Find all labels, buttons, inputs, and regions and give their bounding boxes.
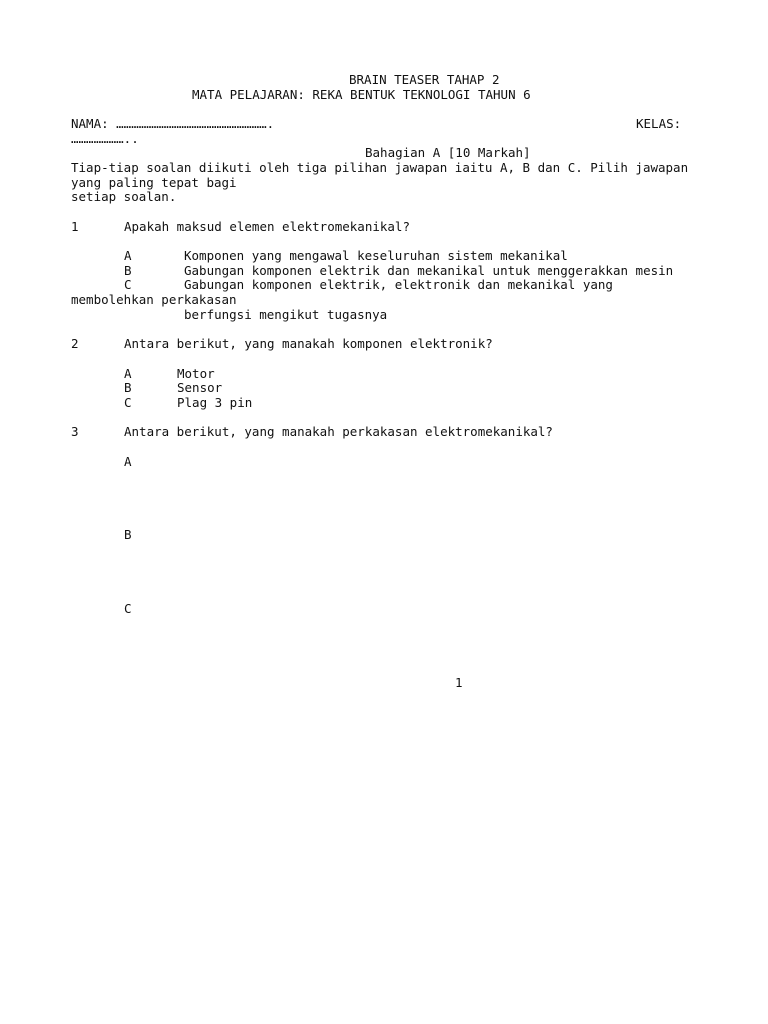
question-2-option-b-letter: B	[124, 380, 132, 395]
question-3-option-b-letter: B	[124, 527, 132, 542]
question-3-number: 3	[71, 424, 79, 439]
question-1-option-b-text: Gabungan komponen elektrik dan mekanikal untuk menggerakkan mesin	[184, 263, 674, 278]
subject-line: MATA PELAJARAN: REKA BENTUK TEKNOLOGI TAHUN 6	[192, 87, 531, 102]
question-1-option-a-letter: A	[124, 248, 132, 263]
question-1-option-c-letter: C	[124, 277, 132, 292]
nama-field: NAMA: …………………………………………………….	[71, 116, 275, 131]
question-2-text: Antara berikut, yang manakah komponen elektronik?	[124, 336, 493, 351]
question-1-number: 1	[71, 219, 79, 234]
question-3-option-c-letter: C	[124, 601, 132, 616]
question-2-number: 2	[71, 336, 79, 351]
question-2-option-c-letter: C	[124, 395, 132, 410]
question-2-option-a-letter: A	[124, 366, 132, 381]
question-1-text: Apakah maksud elemen elektromekanikal?	[124, 219, 410, 234]
question-1-option-b-letter: B	[124, 263, 132, 278]
doc-title: BRAIN TEASER TAHAP 2	[349, 72, 500, 87]
question-2-option-b-text: Sensor	[177, 380, 223, 395]
question-1-option-c-text: Gabungan komponen elektrik, elektronik dan mekanikal yang	[184, 277, 613, 292]
question-3-text: Antara berikut, yang manakah perkakasan elektromekanikal?	[124, 424, 553, 439]
question-2-option-a-text: Motor	[177, 366, 215, 381]
question-2-option-c-text: Plag 3 pin	[177, 395, 253, 410]
question-3-option-a-letter: A	[124, 454, 132, 469]
instructions-line-3: setiap soalan.	[71, 189, 177, 204]
question-1-option-a-text: Komponen yang mengawal keseluruhan sistem mekanikal	[184, 248, 568, 263]
question-1-option-c-wrap-1: membolehkan perkakasan	[71, 292, 237, 307]
kelas-field-line: …………………..	[71, 131, 139, 146]
instructions-line-1: Tiap-tiap soalan diikuti oleh tiga pilihan jawapan iaitu A, B dan C. Pilih jawapan	[71, 160, 689, 175]
instructions-line-2: yang paling tepat bagi	[71, 175, 237, 190]
section-title: Bahagian A [10 Markah]	[365, 145, 531, 160]
question-1-option-c-wrap-2: berfungsi mengikut tugasnya	[184, 307, 388, 322]
kelas-label: KELAS:	[636, 116, 682, 131]
page-number: 1	[455, 675, 463, 690]
